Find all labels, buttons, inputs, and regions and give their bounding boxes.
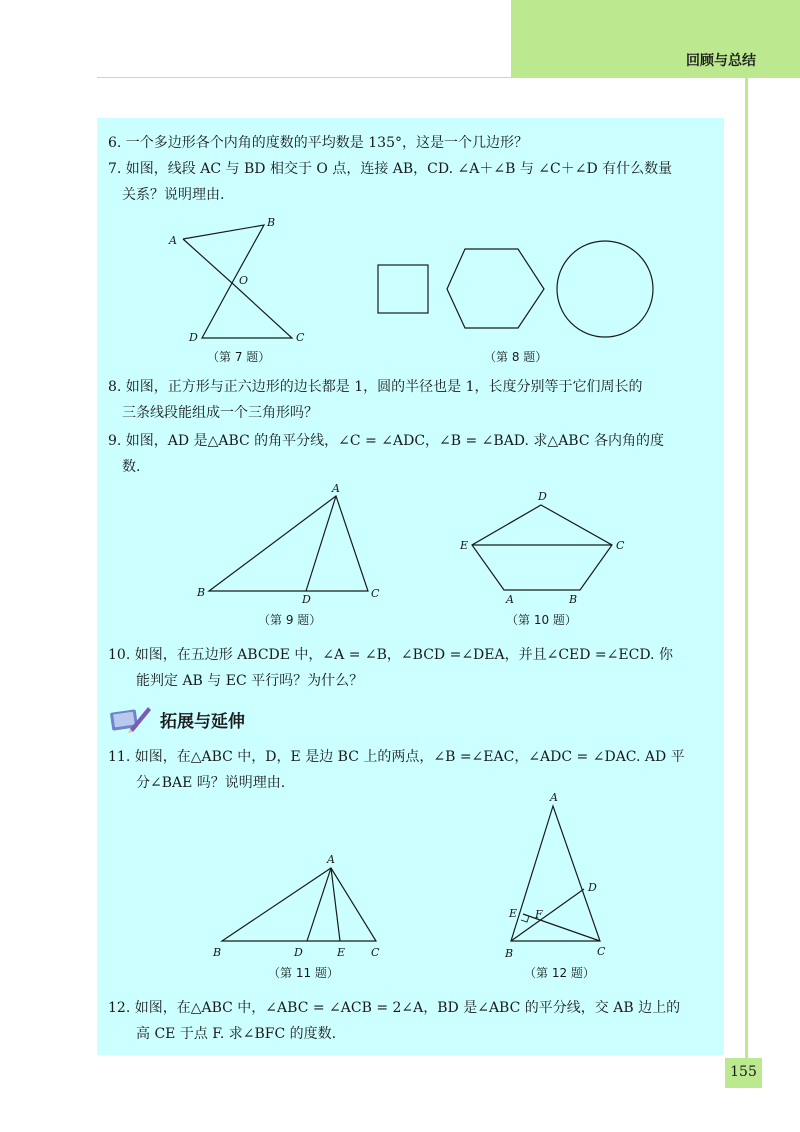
problem-12-line-2: 高 CE 于点 F. 求∠BFC 的度数. xyxy=(136,1026,337,1042)
fig9-label-C: C xyxy=(371,587,380,600)
section-title: 拓展与延伸 xyxy=(160,712,245,732)
fig7-label-O: O xyxy=(239,274,249,287)
fig12-bisector-BD xyxy=(511,889,584,941)
caption-fig8: （第 8 题） xyxy=(484,350,548,364)
page-number: 155 xyxy=(730,1064,757,1080)
problem-6: 6. 一个多边形各个内角的度数的平均数是 135°，这是一个几边形？ xyxy=(108,135,528,151)
fig12-label-F: F xyxy=(535,908,543,921)
caption-fig7: （第 7 题） xyxy=(207,350,271,364)
fig12-label-A: A xyxy=(550,791,558,804)
fig10-label-A: A xyxy=(506,593,514,606)
problem-8-line-2: 三条线段能组成一个三角形吗？ xyxy=(122,405,318,421)
fig11-label-C: C xyxy=(371,946,380,959)
fig10-label-D: D xyxy=(538,490,547,503)
fig9-label-A: A xyxy=(332,482,340,495)
fig11-label-E: E xyxy=(337,946,346,959)
fig12-label-B: B xyxy=(505,947,514,960)
fig12-right-angle-mark xyxy=(521,916,529,922)
problem-8-line-1: 8. 如图，正方形与正六边形的边长都是 1，圆的半径也是 1，长度分别等于它们周长的 xyxy=(108,379,643,395)
caption-fig9: （第 9 题） xyxy=(258,613,322,627)
page-number-box xyxy=(725,1058,762,1088)
problem-7-line-2: 关系？说明理由. xyxy=(122,187,225,203)
problem-12-line-1: 12. 如图，在△ABC 中，∠ABC = ∠ACB = 2∠A，BD 是∠ABC 的平分线，交 AB 边上的 xyxy=(108,1000,681,1016)
fig7-label-C: C xyxy=(296,331,305,344)
problem-10-line-2: 能判定 AB 与 EC 平行吗？为什么？ xyxy=(136,673,364,689)
fig9-label-B: B xyxy=(197,586,206,599)
fig10-label-B: B xyxy=(569,593,578,606)
problem-9-line-2: 数. xyxy=(122,459,141,475)
fig12-label-D: D xyxy=(588,881,597,894)
fig10-label-E: E xyxy=(460,539,469,552)
fig7-label-D: D xyxy=(189,331,198,344)
problem-10-line-1: 10. 如图，在五边形 ABCDE 中，∠A = ∠B，∠BCD =∠DEA，并且∠CED =∠ECD. 你 xyxy=(108,647,673,663)
fig11-label-D: D xyxy=(294,946,303,959)
header-title: 回顾与总结 xyxy=(686,53,756,69)
fig7-label-B: B xyxy=(267,216,276,229)
fig11-label-A: A xyxy=(327,853,335,866)
caption-fig12: （第 12 题） xyxy=(524,966,595,980)
caption-fig11: （第 11 题） xyxy=(268,966,339,980)
problem-11-line-2: 分∠BAE 吗？说明理由. xyxy=(136,775,286,791)
problem-7-line-1: 7. 如图，线段 AC 与 BD 相交于 O 点，连接 AB，CD. ∠A＋∠B 与 ∠C＋∠D 有什么数量 xyxy=(108,161,673,177)
fig11-label-B: B xyxy=(213,946,222,959)
caption-fig10: （第 10 题） xyxy=(506,613,577,627)
fig10-label-C: C xyxy=(616,539,625,552)
fig9-label-D: D xyxy=(302,593,311,606)
problem-9-line-1: 9. 如图，AD 是△ABC 的角平分线，∠C = ∠ADC，∠B = ∠BAD. 求△ABC 各内角的度 xyxy=(108,433,665,449)
fig12-label-E: E xyxy=(509,907,518,920)
fig7-label-A: A xyxy=(169,234,177,247)
problem-11-line-1: 11. 如图，在△ABC 中，D，E 是边 BC 上的两点，∠B =∠EAC，∠ADC = ∠DAC. AD 平 xyxy=(108,749,685,765)
fig12-label-C: C xyxy=(597,945,606,958)
